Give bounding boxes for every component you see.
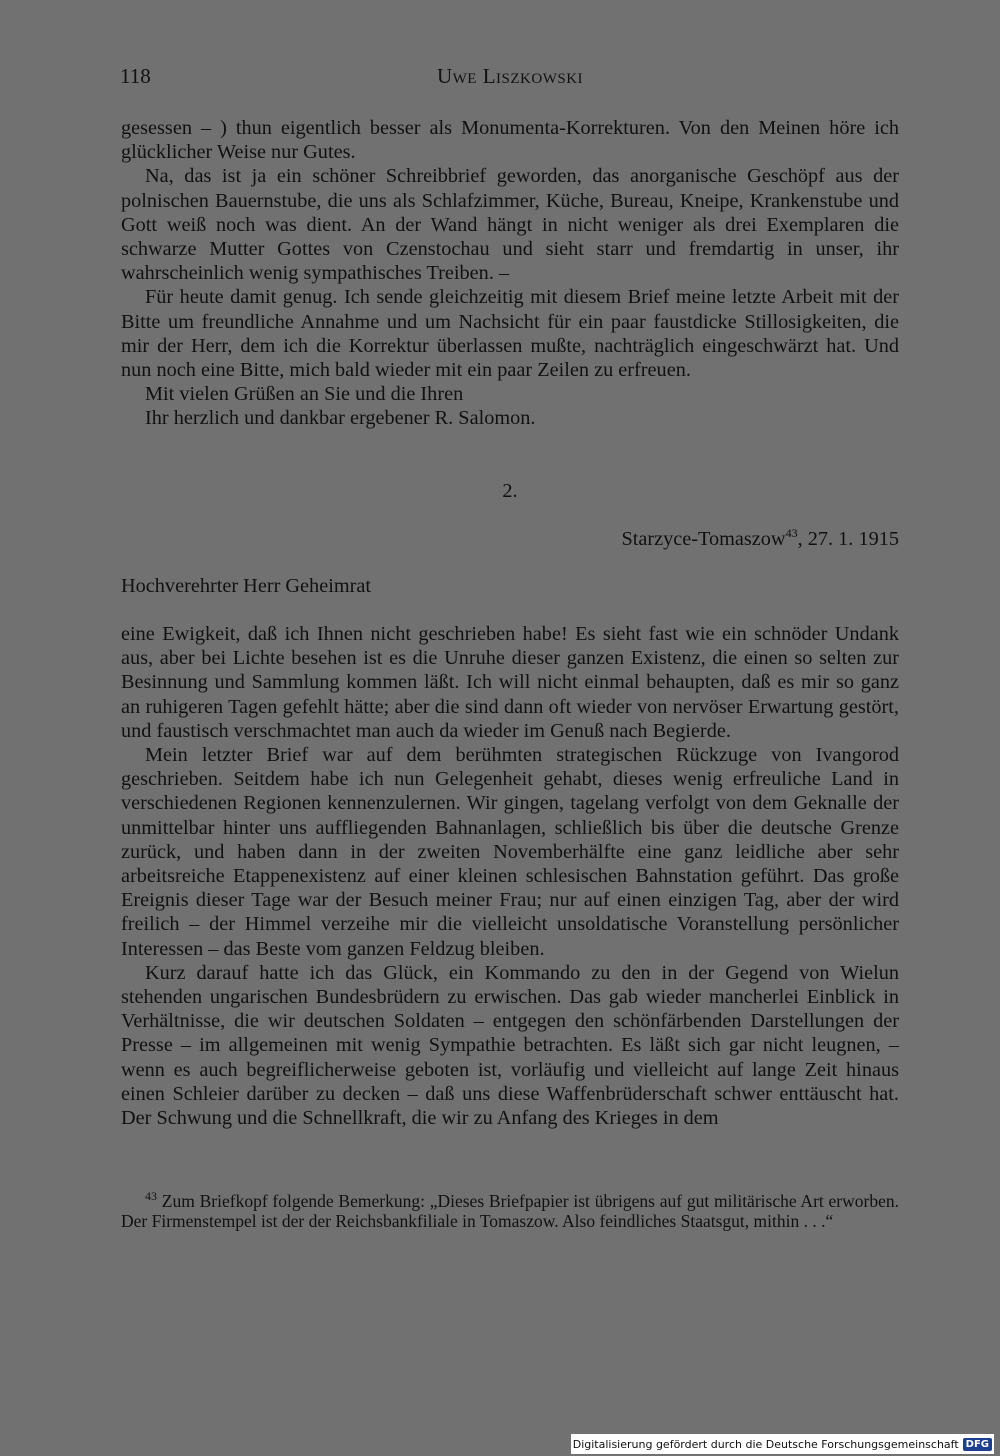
page-header [120,64,900,92]
letter-2-paragraph: eine Ewigkeit, daß ich Ihnen nicht geschrieben habe! Es sieht fast wie ein schnöder Undank aus, aber bei Lichte besehen ist es die Unruhe dieser ganzen Existenz, die einen so selten zur Besinnung und Sammlung kommen läßt. Ich will nicht einmal behaupten, daß es mir so ganz an ruhigeren Tagen gefehlt hätte; aber die sind dann oft wieder von nervöser Erwartung gestört, und faustisch verschmachtet man auch da wieder im Genuß nach Begierde. [121,623,899,742]
dateline-place: Starzyce-Tomaszow [621,527,786,550]
letter-2-paragraph: Mein letzter Brief war auf dem berühmten strategischen Rückzuge von Ivangorod geschrieben. Seitdem habe ich nun Gelegenheit gehabt, dieses wenig erfreuliche Land in verschiedenen Regionen kennenzulernen. Wir gingen, tagelang verfolgt von dem Geknalle der unmittelbar hinter uns auffliegenden Bahnanlagen, schließlich bis über die deutsche Grenze zurück, und haben dann in der zweiten Novemberhälfte eine ganz leidliche aber sehr arbeitsreiche Etappenexistenz auf einer kleinen schlesischen Bahnstation geführt. Das große Ereignis dieser Tage war der Besuch meiner Frau; nur auf einen einzigen Tag, aber der wird freilich – der Himmel verzeihe mir die vielleicht unsoldatische Voranstellung persönlicher Interessen – das Beste vom ganzen Feldzug bleiben. [121,744,899,960]
letter-1-signature: Ihr herzlich und dankbar ergebener R. Salomon. [145,407,536,430]
footnote-ref[interactable]: 43 [785,526,798,540]
letter-number: 2. [502,480,518,502]
footnote-number: 43 [145,1189,157,1203]
page-number: 118 [120,64,151,88]
dfg-logo-icon: DFG [963,1438,992,1451]
salutation: Hochverehrter Herr Geheimrat [121,575,372,597]
letter-2-paragraph: Kurz darauf hatte ich das Glück, ein Kommando zu den in der Gegend von Wielun stehenden ungarischen Bundesbrüdern zu erwischen. Das gab wieder mancherlei Einblick in Verhältnisse, die wir deutschen Soldaten – entgegen den schönfärbenden Darstellungen der Presse – im allgemeinen mit wenig Sympathie betrachten. Es läßt sich gar nicht leugnen, – wenn es auch begreiflicherweise geboten ist, vorläufig und vielleicht auf lange Zeit hinaus einen Schleier darüber zu decken – daß uns diese Waffenbrüderschaft schwer enttäuscht hat. Der Schwung und die Schnellkraft, die wir zu Anfang des Krieges in dem [121,961,899,1130]
letter-1-paragraph: gesessen – ) thun eigentlich besser als Monumenta-Korrekturen. Von den Meinen höre ich glücklicher Weise nur Gutes. [121,117,899,164]
letter-2-body [121,622,899,1130]
letter-1-paragraph: Na, das ist ja ein schöner Schreibbrief geworden, das anorganische Geschöpf aus der polnischen Bauernstube, die uns als Schlafzimmer, Küche, Bureau, Kneipe, Krankenstube und Gott weiß noch was dient. An der Wand hängt in nicht weniger als drei Exemplaren die schwarze Mutter Gottes von Czenstochau und sieht starr und fremdartig in unser, ihr wahrscheinlich wenig sympathisches Treiben. – [121,165,899,285]
funding-banner[interactable] [571,1434,994,1454]
letter-1-closing: Mit vielen Grüßen an Sie und die Ihren [145,383,464,406]
funding-banner-text: Digitalisierung gefördert durch die Deutsche Forschungsgemeinschaft [572,1437,959,1451]
dateline [121,526,899,551]
footnote [121,1186,899,1232]
running-head: Uwe Liszkowski [436,64,584,88]
letter-1-body [121,116,899,431]
dateline-date: , 27. 1. 1915 [797,527,899,550]
letter-1-paragraph: Für heute damit genug. Ich sende gleichzeitig mit diesem Brief meine letzte Arbeit mit der Bitte um freundliche Annahme und um Nachsicht für ein paar faustdicke Stillosigkeiten, die mir der Herr, dem ich die Korrektur überlassen mußte, nachträglich eingeschwärzt hat. Und nun noch eine Bitte, mich bald wieder mit ein paar Zeilen zu erfreuen. [121,286,899,382]
footnote-text: Zum Briefkopf folgende Bemerkung: „Dieses Briefpapier ist übrigens auf gut militärische Art erworben. Der Firmenstempel ist der der Reichsbankfiliale in Tomaszow. Also feindliches Staatsgut, mithin . . .“ [121,1190,899,1232]
